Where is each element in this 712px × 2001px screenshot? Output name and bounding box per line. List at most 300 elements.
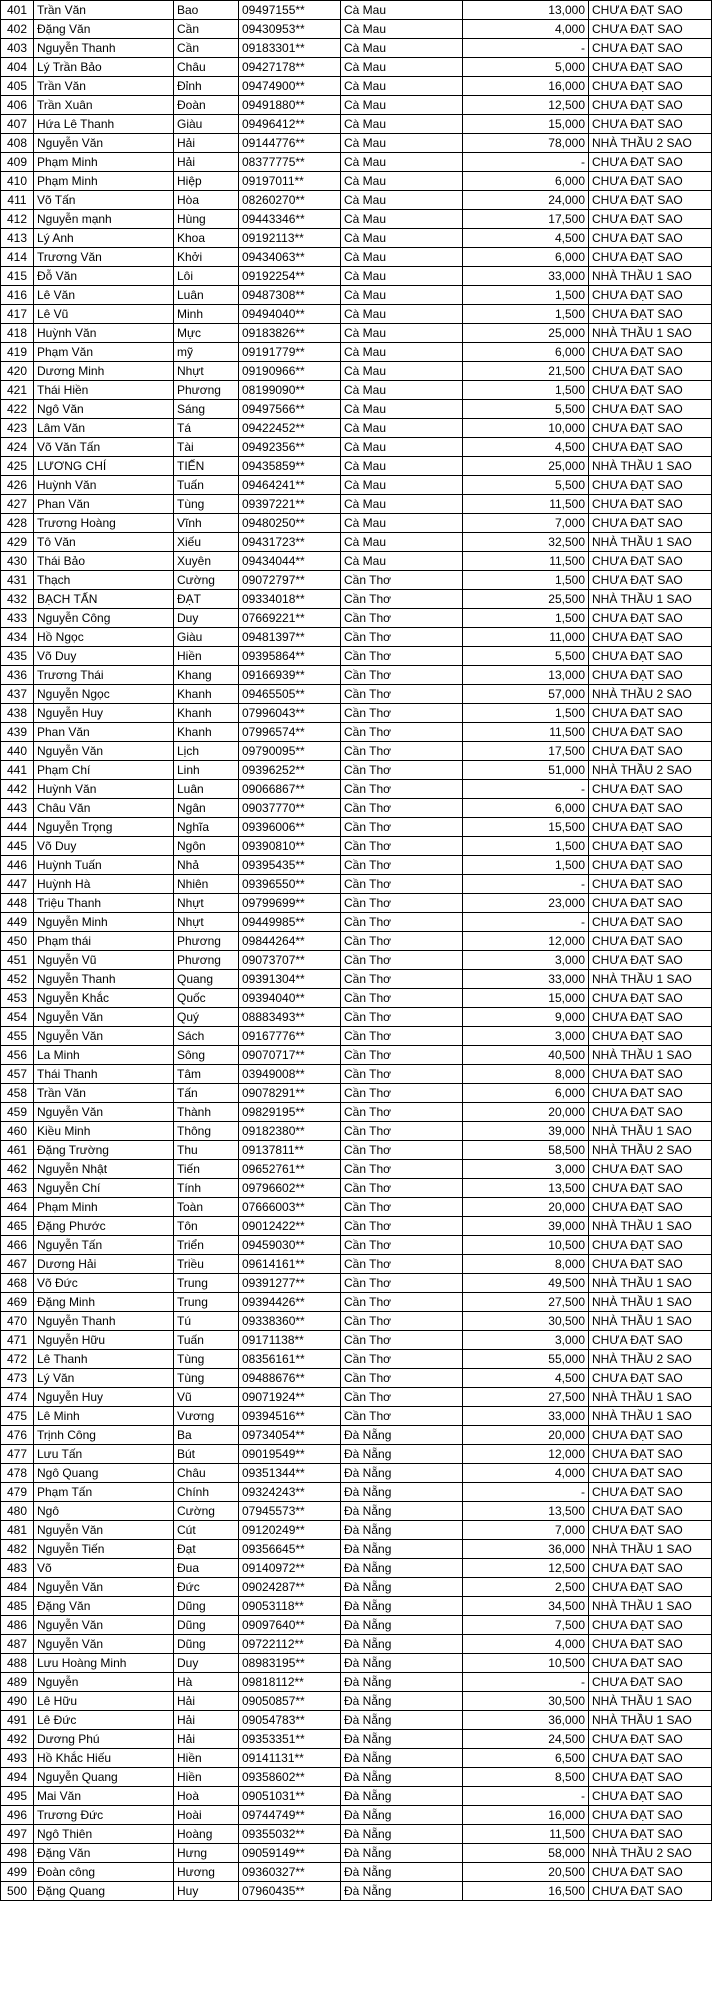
surname-cell: Huỳnh Hà	[34, 875, 174, 894]
province-cell: Cần Thơ	[341, 818, 463, 837]
row-number-cell: 451	[1, 951, 34, 970]
table-row	[1, 514, 712, 533]
phone-cell: 09324243**	[239, 1483, 341, 1502]
surname-cell: Phan Văn	[34, 723, 174, 742]
amount-cell: 39,000	[463, 1122, 589, 1141]
table-row	[1, 77, 712, 96]
row-number-cell: 405	[1, 77, 34, 96]
phone-cell: 09435859**	[239, 457, 341, 476]
phone-cell: 09053118**	[239, 1597, 341, 1616]
given-name-cell: Luân	[174, 780, 239, 799]
province-cell: Đà Nẵng	[341, 1844, 463, 1863]
row-number-cell: 444	[1, 818, 34, 837]
province-cell: Đà Nẵng	[341, 1426, 463, 1445]
amount-cell: 6,000	[463, 1084, 589, 1103]
phone-cell: 09050857**	[239, 1692, 341, 1711]
table-row	[1, 1236, 712, 1255]
given-name-cell: Hưng	[174, 1844, 239, 1863]
surname-cell: Nguyễn Vũ	[34, 951, 174, 970]
amount-cell: 4,000	[463, 20, 589, 39]
province-cell: Cà Mau	[341, 533, 463, 552]
row-number-cell: 456	[1, 1046, 34, 1065]
rank-cell: NHÀ THẦU 1 SAO	[589, 1122, 712, 1141]
phone-cell: 09430953**	[239, 20, 341, 39]
table-row	[1, 1749, 712, 1768]
rank-cell: CHƯA ĐẠT SAO	[589, 514, 712, 533]
phone-cell: 09192254**	[239, 267, 341, 286]
given-name-cell: Quang	[174, 970, 239, 989]
given-name-cell: Sông	[174, 1046, 239, 1065]
province-cell: Cần Thơ	[341, 1350, 463, 1369]
table-row	[1, 799, 712, 818]
province-cell: Cần Thơ	[341, 1407, 463, 1426]
rank-cell: CHƯA ĐẠT SAO	[589, 1255, 712, 1274]
row-number-cell: 401	[1, 1, 34, 20]
surname-cell: Nguyễn Huy	[34, 1388, 174, 1407]
amount-cell: 15,000	[463, 115, 589, 134]
rank-cell: NHÀ THẦU 1 SAO	[589, 970, 712, 989]
province-cell: Cà Mau	[341, 20, 463, 39]
phone-cell: 07960435**	[239, 1882, 341, 1901]
phone-cell: 09137811**	[239, 1141, 341, 1160]
given-name-cell: Trung	[174, 1274, 239, 1293]
phone-cell: 09144776**	[239, 134, 341, 153]
rank-cell: CHƯA ĐẠT SAO	[589, 381, 712, 400]
rank-cell: CHƯA ĐẠT SAO	[589, 362, 712, 381]
phone-cell: 09140972**	[239, 1559, 341, 1578]
surname-cell: Nguyễn Thanh	[34, 39, 174, 58]
row-number-cell: 472	[1, 1350, 34, 1369]
phone-cell: 09072797**	[239, 571, 341, 590]
surname-cell: Nguyễn Huy	[34, 704, 174, 723]
surname-cell: Trương Đức	[34, 1806, 174, 1825]
amount-cell: 6,000	[463, 248, 589, 267]
table-row	[1, 324, 712, 343]
rank-cell: CHƯA ĐẠT SAO	[589, 1103, 712, 1122]
amount-cell: 8,000	[463, 1065, 589, 1084]
amount-cell: 33,000	[463, 267, 589, 286]
amount-cell: 11,000	[463, 628, 589, 647]
table-row	[1, 419, 712, 438]
rank-cell: CHƯA ĐẠT SAO	[589, 1331, 712, 1350]
province-cell: Cần Thơ	[341, 1198, 463, 1217]
amount-cell: 4,000	[463, 1464, 589, 1483]
amount-cell: 4,500	[463, 1369, 589, 1388]
table-row	[1, 229, 712, 248]
given-name-cell: Cần	[174, 20, 239, 39]
phone-cell: 09396006**	[239, 818, 341, 837]
row-number-cell: 403	[1, 39, 34, 58]
province-cell: Cà Mau	[341, 305, 463, 324]
rank-cell: CHƯA ĐẠT SAO	[589, 1483, 712, 1502]
row-number-cell: 440	[1, 742, 34, 761]
table-row	[1, 1179, 712, 1198]
given-name-cell: Tùng	[174, 1350, 239, 1369]
phone-cell: 07945573**	[239, 1502, 341, 1521]
row-number-cell: 482	[1, 1540, 34, 1559]
province-cell: Cần Thơ	[341, 837, 463, 856]
amount-cell: 23,000	[463, 894, 589, 913]
province-cell: Cần Thơ	[341, 1331, 463, 1350]
row-number-cell: 407	[1, 115, 34, 134]
rank-cell: NHÀ THẦU 1 SAO	[589, 1312, 712, 1331]
row-number-cell: 425	[1, 457, 34, 476]
rank-cell: CHƯA ĐẠT SAO	[589, 77, 712, 96]
phone-cell: 09491880**	[239, 96, 341, 115]
row-number-cell: 428	[1, 514, 34, 533]
table-row	[1, 1445, 712, 1464]
phone-cell: 09829195**	[239, 1103, 341, 1122]
table-row	[1, 1863, 712, 1882]
amount-cell: 1,500	[463, 704, 589, 723]
phone-cell: 09191779**	[239, 343, 341, 362]
given-name-cell: Dũng	[174, 1597, 239, 1616]
province-cell: Đà Nẵng	[341, 1749, 463, 1768]
province-cell: Cần Thơ	[341, 723, 463, 742]
row-number-cell: 406	[1, 96, 34, 115]
surname-cell: Võ Đức	[34, 1274, 174, 1293]
surname-cell: Kiều Minh	[34, 1122, 174, 1141]
phone-cell: 09012422**	[239, 1217, 341, 1236]
surname-cell: Dương Phú	[34, 1730, 174, 1749]
province-cell: Đà Nẵng	[341, 1635, 463, 1654]
province-cell: Cà Mau	[341, 343, 463, 362]
phone-cell: 09497566**	[239, 400, 341, 419]
phone-cell: 09070717**	[239, 1046, 341, 1065]
amount-cell: 6,000	[463, 172, 589, 191]
province-cell: Đà Nẵng	[341, 1825, 463, 1844]
row-number-cell: 479	[1, 1483, 34, 1502]
province-cell: Cần Thơ	[341, 913, 463, 932]
amount-cell: 34,500	[463, 1597, 589, 1616]
surname-cell: Nguyễn mạnh	[34, 210, 174, 229]
row-number-cell: 402	[1, 20, 34, 39]
given-name-cell: Huy	[174, 1882, 239, 1901]
rank-cell: NHÀ THẦU 1 SAO	[589, 1046, 712, 1065]
rank-cell: CHƯA ĐẠT SAO	[589, 951, 712, 970]
province-cell: Cà Mau	[341, 267, 463, 286]
province-cell: Đà Nẵng	[341, 1445, 463, 1464]
phone-cell: 09799699**	[239, 894, 341, 913]
given-name-cell: Hà	[174, 1673, 239, 1692]
phone-cell: 09844264**	[239, 932, 341, 951]
surname-cell: Triệu Thanh	[34, 894, 174, 913]
row-number-cell: 416	[1, 286, 34, 305]
province-cell: Cà Mau	[341, 96, 463, 115]
rank-cell: CHƯA ĐẠT SAO	[589, 1825, 712, 1844]
given-name-cell: Đỉnh	[174, 77, 239, 96]
amount-cell: 24,000	[463, 191, 589, 210]
table-row	[1, 609, 712, 628]
table-row	[1, 267, 712, 286]
row-number-cell: 430	[1, 552, 34, 571]
rank-cell: CHƯA ĐẠT SAO	[589, 552, 712, 571]
row-number-cell: 447	[1, 875, 34, 894]
row-number-cell: 450	[1, 932, 34, 951]
surname-cell: Nguyễn Văn	[34, 1008, 174, 1027]
amount-cell: 36,000	[463, 1540, 589, 1559]
table-row	[1, 362, 712, 381]
surname-cell: Ngô Quang	[34, 1464, 174, 1483]
given-name-cell: Ngân	[174, 799, 239, 818]
phone-cell: 09394516**	[239, 1407, 341, 1426]
phone-cell: 09071924**	[239, 1388, 341, 1407]
given-name-cell: Tâm	[174, 1065, 239, 1084]
surname-cell: Trương Thái	[34, 666, 174, 685]
province-cell: Cà Mau	[341, 419, 463, 438]
row-number-cell: 500	[1, 1882, 34, 1901]
rank-cell: CHƯA ĐẠT SAO	[589, 1654, 712, 1673]
amount-cell: 27,500	[463, 1293, 589, 1312]
table-row	[1, 1084, 712, 1103]
row-number-cell: 480	[1, 1502, 34, 1521]
province-cell: Cà Mau	[341, 134, 463, 153]
phone-cell: 09396550**	[239, 875, 341, 894]
given-name-cell: Triển	[174, 1236, 239, 1255]
row-number-cell: 458	[1, 1084, 34, 1103]
amount-cell: 3,000	[463, 1160, 589, 1179]
row-number-cell: 453	[1, 989, 34, 1008]
surname-cell: Nguyễn Thanh	[34, 1312, 174, 1331]
table-row	[1, 1825, 712, 1844]
table-row	[1, 1882, 712, 1901]
amount-cell: 24,500	[463, 1730, 589, 1749]
table-row	[1, 951, 712, 970]
row-number-cell: 439	[1, 723, 34, 742]
province-cell: Cà Mau	[341, 362, 463, 381]
given-name-cell: Khanh	[174, 723, 239, 742]
given-name-cell: Châu	[174, 1464, 239, 1483]
given-name-cell: Đua	[174, 1559, 239, 1578]
row-number-cell: 457	[1, 1065, 34, 1084]
amount-cell: 4,500	[463, 438, 589, 457]
row-number-cell: 484	[1, 1578, 34, 1597]
surname-cell: Nguyễn Khắc	[34, 989, 174, 1008]
table-row	[1, 1426, 712, 1445]
table-row	[1, 989, 712, 1008]
amount-cell: 12,000	[463, 1445, 589, 1464]
amount-cell: 57,000	[463, 685, 589, 704]
row-number-cell: 433	[1, 609, 34, 628]
province-cell: Cà Mau	[341, 248, 463, 267]
row-number-cell: 486	[1, 1616, 34, 1635]
province-cell: Cần Thơ	[341, 704, 463, 723]
given-name-cell: Đoàn	[174, 96, 239, 115]
rank-cell: CHƯA ĐẠT SAO	[589, 1559, 712, 1578]
table-row	[1, 191, 712, 210]
phone-cell: 03949008**	[239, 1065, 341, 1084]
surname-cell: Trần Văn	[34, 1, 174, 20]
amount-cell: 51,000	[463, 761, 589, 780]
row-number-cell: 470	[1, 1312, 34, 1331]
rank-cell: CHƯA ĐẠT SAO	[589, 1521, 712, 1540]
province-cell: Đà Nẵng	[341, 1559, 463, 1578]
province-cell: Đà Nẵng	[341, 1464, 463, 1483]
phone-cell: 09097640**	[239, 1616, 341, 1635]
surname-cell: Phạm thái	[34, 932, 174, 951]
row-number-cell: 418	[1, 324, 34, 343]
given-name-cell: Hiệp	[174, 172, 239, 191]
province-cell: Cần Thơ	[341, 951, 463, 970]
rank-cell: CHƯA ĐẠT SAO	[589, 837, 712, 856]
phone-cell: 09734054**	[239, 1426, 341, 1445]
phone-cell: 09431723**	[239, 533, 341, 552]
rank-cell: NHÀ THẦU 1 SAO	[589, 1540, 712, 1559]
row-number-cell: 412	[1, 210, 34, 229]
row-number-cell: 469	[1, 1293, 34, 1312]
surname-cell: Nguyễn Văn	[34, 1027, 174, 1046]
amount-cell: 10,000	[463, 419, 589, 438]
rank-cell: NHÀ THẦU 1 SAO	[589, 1274, 712, 1293]
province-cell: Đà Nẵng	[341, 1730, 463, 1749]
province-cell: Cà Mau	[341, 286, 463, 305]
given-name-cell: Nhả	[174, 856, 239, 875]
amount-cell: 7,500	[463, 1616, 589, 1635]
row-number-cell: 499	[1, 1863, 34, 1882]
table-row	[1, 1654, 712, 1673]
table-row	[1, 400, 712, 419]
surname-cell: Nguyễn Hữu	[34, 1331, 174, 1350]
phone-cell: 09796602**	[239, 1179, 341, 1198]
table-row	[1, 704, 712, 723]
phone-cell: 09395864**	[239, 647, 341, 666]
given-name-cell: Xuyên	[174, 552, 239, 571]
table-row	[1, 837, 712, 856]
given-name-cell: Đạt	[174, 1540, 239, 1559]
given-name-cell: Xiếu	[174, 533, 239, 552]
amount-cell: -	[463, 913, 589, 932]
phone-cell: 07996043**	[239, 704, 341, 723]
phone-cell: 09120249**	[239, 1521, 341, 1540]
table-row	[1, 1350, 712, 1369]
surname-cell: Nguyễn Tiến	[34, 1540, 174, 1559]
given-name-cell: Bao	[174, 1, 239, 20]
rank-cell: NHÀ THẦU 2 SAO	[589, 1350, 712, 1369]
surname-cell: Phạm Minh	[34, 172, 174, 191]
given-name-cell: Luân	[174, 286, 239, 305]
province-cell: Đà Nẵng	[341, 1673, 463, 1692]
rank-cell: CHƯA ĐẠT SAO	[589, 39, 712, 58]
table-row	[1, 894, 712, 913]
given-name-cell: ĐẠT	[174, 590, 239, 609]
province-cell: Đà Nẵng	[341, 1711, 463, 1730]
amount-cell: 5,000	[463, 58, 589, 77]
phone-cell: 08377775**	[239, 153, 341, 172]
row-number-cell: 481	[1, 1521, 34, 1540]
rank-cell: NHÀ THẦU 1 SAO	[589, 1692, 712, 1711]
table-row	[1, 39, 712, 58]
rank-cell: CHƯA ĐẠT SAO	[589, 723, 712, 742]
given-name-cell: Mực	[174, 324, 239, 343]
row-number-cell: 463	[1, 1179, 34, 1198]
rank-cell: NHÀ THẦU 1 SAO	[589, 1597, 712, 1616]
surname-cell: Thạch	[34, 571, 174, 590]
given-name-cell: Cường	[174, 1502, 239, 1521]
surname-cell: Phạm Tấn	[34, 1483, 174, 1502]
surname-cell: Nguyễn Văn	[34, 1521, 174, 1540]
given-name-cell: Hải	[174, 1692, 239, 1711]
row-number-cell: 431	[1, 571, 34, 590]
surname-cell: Nguyễn Quang	[34, 1768, 174, 1787]
rank-cell: CHƯA ĐẠT SAO	[589, 1730, 712, 1749]
province-cell: Đà Nẵng	[341, 1540, 463, 1559]
row-number-cell: 414	[1, 248, 34, 267]
rank-cell: CHƯA ĐẠT SAO	[589, 115, 712, 134]
rank-cell: CHƯA ĐẠT SAO	[589, 856, 712, 875]
province-cell: Cần Thơ	[341, 1046, 463, 1065]
phone-cell: 09059149**	[239, 1844, 341, 1863]
row-number-cell: 445	[1, 837, 34, 856]
given-name-cell: Tính	[174, 1179, 239, 1198]
given-name-cell: Hải	[174, 134, 239, 153]
rank-cell: NHÀ THẦU 2 SAO	[589, 134, 712, 153]
row-number-cell: 493	[1, 1749, 34, 1768]
rank-cell: NHÀ THẦU 2 SAO	[589, 761, 712, 780]
rank-cell: CHƯA ĐẠT SAO	[589, 628, 712, 647]
row-number-cell: 477	[1, 1445, 34, 1464]
row-number-cell: 435	[1, 647, 34, 666]
surname-cell: Nguyễn Ngọc	[34, 685, 174, 704]
table-row	[1, 628, 712, 647]
province-cell: Cà Mau	[341, 476, 463, 495]
given-name-cell: Nhựt	[174, 913, 239, 932]
surname-cell: Lê Minh	[34, 1407, 174, 1426]
given-name-cell: Hoài	[174, 1806, 239, 1825]
given-name-cell: Ngôn	[174, 837, 239, 856]
rank-cell: CHƯA ĐẠT SAO	[589, 438, 712, 457]
amount-cell: 17,500	[463, 210, 589, 229]
surname-cell: Nguyễn Tấn	[34, 1236, 174, 1255]
rank-cell: CHƯA ĐẠT SAO	[589, 305, 712, 324]
rank-cell: CHƯA ĐẠT SAO	[589, 1179, 712, 1198]
amount-cell: 13,000	[463, 1, 589, 20]
phone-cell: 09066867**	[239, 780, 341, 799]
province-cell: Cần Thơ	[341, 894, 463, 913]
table-row	[1, 723, 712, 742]
table-row	[1, 590, 712, 609]
rank-cell: NHÀ THẦU 1 SAO	[589, 1217, 712, 1236]
phone-cell: 09353351**	[239, 1730, 341, 1749]
table-row	[1, 1521, 712, 1540]
given-name-cell: Nhiên	[174, 875, 239, 894]
province-cell: Cần Thơ	[341, 799, 463, 818]
phone-cell: 09054783**	[239, 1711, 341, 1730]
table-row	[1, 457, 712, 476]
rank-cell: NHÀ THẦU 1 SAO	[589, 324, 712, 343]
table-row	[1, 970, 712, 989]
rank-cell: CHƯA ĐẠT SAO	[589, 1673, 712, 1692]
amount-cell: -	[463, 1673, 589, 1692]
surname-cell: Trương Văn	[34, 248, 174, 267]
table-row	[1, 1711, 712, 1730]
table-row	[1, 1464, 712, 1483]
amount-cell: 6,500	[463, 1749, 589, 1768]
amount-cell: 1,500	[463, 571, 589, 590]
given-name-cell: Tuấn	[174, 476, 239, 495]
amount-cell: 1,500	[463, 837, 589, 856]
amount-cell: 11,500	[463, 723, 589, 742]
amount-cell: 27,500	[463, 1388, 589, 1407]
table-row	[1, 1331, 712, 1350]
table-row	[1, 742, 712, 761]
row-number-cell: 413	[1, 229, 34, 248]
province-cell: Cà Mau	[341, 172, 463, 191]
amount-cell: 30,500	[463, 1312, 589, 1331]
phone-cell: 09078291**	[239, 1084, 341, 1103]
rank-cell: NHÀ THẦU 1 SAO	[589, 1407, 712, 1426]
phone-cell: 09197011**	[239, 172, 341, 191]
rank-cell: CHƯA ĐẠT SAO	[589, 1084, 712, 1103]
